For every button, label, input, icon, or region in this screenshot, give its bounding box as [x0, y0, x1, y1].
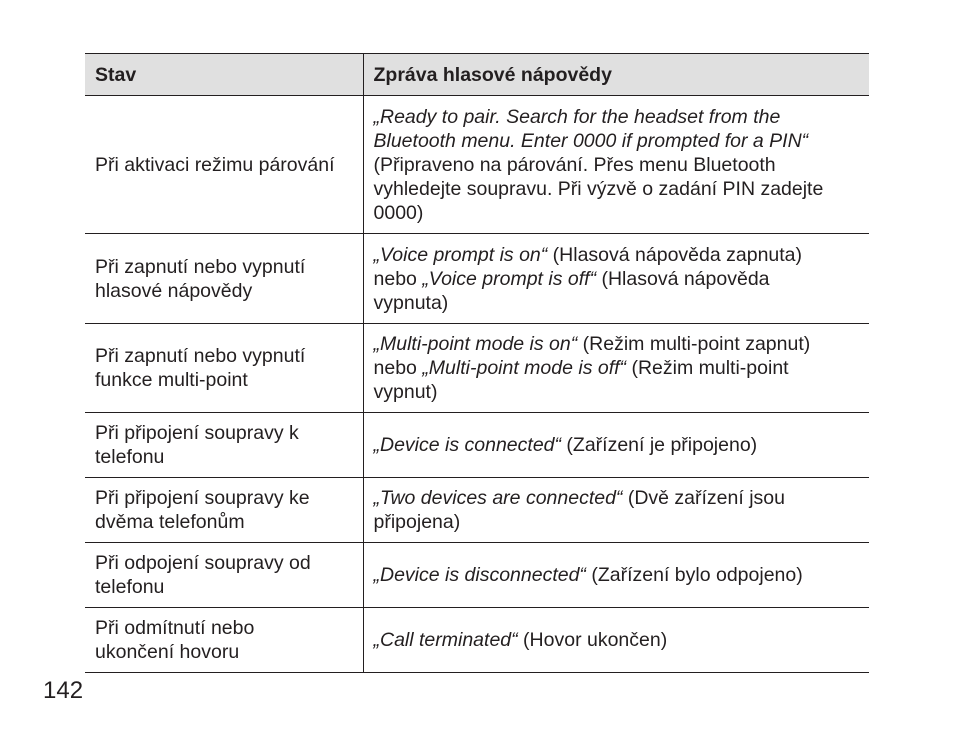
table-row [85, 96, 869, 234]
state-text: Při zapnutí nebo vypnutí hlasové nápovědy [95, 255, 306, 302]
table-row [85, 413, 869, 478]
state-cell [85, 324, 363, 413]
message-cell [363, 96, 869, 234]
message-czech: (Hlasová nápověda zapnuta) nebo [373, 243, 803, 290]
message-english: „Voice prompt is on“ [373, 243, 548, 266]
message-czech: (Režim multi-point zapnut) nebo [373, 333, 811, 379]
state-cell [85, 413, 363, 478]
message-czech-alt: (Režim multi-point vypnut) [373, 357, 789, 403]
message-english-alt: „Multi-point mode is off“ [422, 357, 627, 379]
message-english: „Device is connected“ [373, 434, 561, 456]
message-czech: (Připraveno na párování. Přes menu Bluetooth vyhledejte soupravu. Při výzvě o zadání PIN zadejte 0000) [373, 153, 824, 224]
message-cell [363, 478, 869, 543]
state-text: Při odpojení soupravy od telefonu [95, 552, 311, 598]
message-czech-alt: (Hlasová nápověda vypnuta) [373, 267, 770, 314]
message-cell [363, 543, 869, 608]
state-cell [85, 608, 363, 673]
voice-prompt-table [85, 53, 869, 673]
message-english: „Two devices are connected“ [373, 487, 623, 509]
message-czech: (Zařízení bylo odpojeno) [585, 564, 803, 586]
table-header-row [85, 54, 869, 96]
message-czech: (Zařízení je připojeno) [561, 434, 758, 456]
message-cell [363, 608, 869, 673]
state-cell [85, 478, 363, 543]
state-cell [85, 96, 363, 234]
state-cell [85, 543, 363, 608]
header-voice-message: Zpráva hlasové nápovědy [363, 54, 869, 96]
table-row [85, 324, 869, 413]
message-czech: (Dvě zařízení jsou připojena) [373, 487, 785, 533]
state-text: Při připojení soupravy ke dvěma telefonům [95, 487, 310, 533]
message-cell [363, 324, 869, 413]
table-row [85, 234, 869, 324]
table-row [85, 478, 869, 543]
state-text: Při zapnutí nebo vypnutí funkce multi-point [95, 345, 306, 391]
state-text: Při odmítnutí nebo ukončení hovoru [95, 617, 255, 663]
table-row [85, 543, 869, 608]
message-cell [363, 413, 869, 478]
message-english-alt: „Voice prompt is off“ [422, 267, 597, 290]
state-text: Při připojení soupravy k telefonu [95, 422, 299, 468]
message-cell [363, 234, 869, 324]
message-english: „Call terminated“ [373, 629, 518, 651]
message-english: „Device is disconnected“ [373, 564, 586, 586]
state-text: Při aktivaci režimu párování [95, 153, 335, 176]
message-czech: (Hovor ukončen) [517, 629, 668, 651]
message-english: „Multi-point mode is on“ [373, 333, 578, 355]
header-state: Stav [85, 54, 363, 96]
page-number: 142 [43, 677, 84, 704]
message-english: „Ready to pair. Search for the headset from the Bluetooth menu. Enter 0000 if prompted for a PIN“ [373, 105, 809, 152]
table-row [85, 608, 869, 673]
state-cell [85, 234, 363, 324]
